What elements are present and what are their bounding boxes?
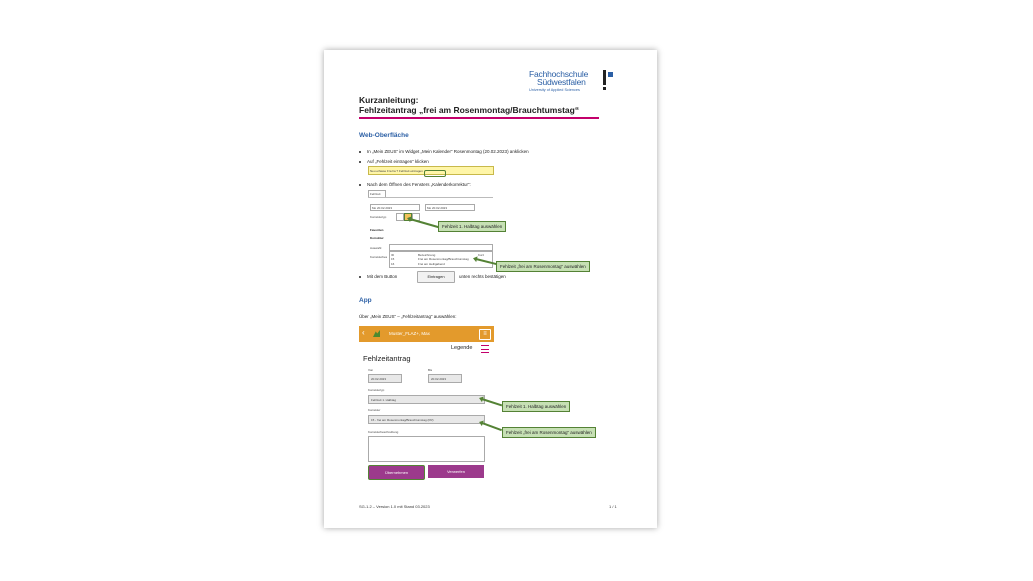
korrekturbeschreibung-textarea[interactable] (368, 436, 485, 462)
callout-app-halbtag: Fehlzeit 1. Halbtag auswählen (502, 401, 570, 412)
callout-web-rosenmontag: Fehlzeit „frei am Rosenmontag“ auswählen (496, 261, 590, 272)
korrekturtyp-select[interactable]: Fehlzeit 1. Halbtag (368, 395, 485, 404)
korrektur-dropdown-list[interactable]: ID Bezeichnung Kurz 15 Frei am Rosenmontag/Brauchtumstag 16 Frei am Heiligabend (389, 251, 493, 268)
web-bullet-1: In „Mein ZEUS“ im Widget „Mein Kalender“ Rosenmontag (20.02.2023) anklicken (359, 149, 529, 154)
app-header-bar (359, 326, 494, 342)
korrektur-select[interactable] (389, 244, 493, 251)
title-underline (359, 117, 599, 119)
fehlzeit-eintragen-link[interactable]: Fehlzeit eintragen (399, 168, 423, 173)
verwerfen-button[interactable]: Verwerfen (428, 465, 484, 478)
page-title-line2: Fehlzeitantrag „frei am Rosenmontag/Brauchtumstag“ (359, 105, 580, 115)
legende-menu-icon[interactable] (481, 345, 489, 353)
section-app: App (359, 297, 372, 304)
arrow-web-halbtag (410, 218, 439, 228)
menu-icon[interactable]: ≡ (479, 329, 491, 340)
to-date-field[interactable]: Mo 20.02.2023 (425, 204, 475, 211)
callout-app-rosenmontag: Fehlzeit „frei am Rosenmontag“ auswählen (502, 427, 596, 438)
tab-fehlzeit[interactable]: Fehlzeit (368, 190, 386, 198)
logo-exclamation-icon (603, 70, 606, 85)
option-heiligabend[interactable]: Frei am Heiligabend (418, 261, 445, 266)
divider (368, 197, 493, 198)
app-intro: Über „Mein ZEUS“ – „Fehlzeitantrag“ auswählen: (359, 314, 457, 319)
web-bullet-4-post: unten rechts bestätigen (459, 274, 506, 279)
korrektur-app-label: Korrektur (368, 408, 381, 412)
web-bullet-2: Auf „Fehlzeit eintragen“ klicken (359, 159, 429, 164)
logo-square-icon (608, 72, 613, 77)
footer-version: SG-1.2 – Version 1.0 mit Stand 03.2023 (359, 504, 430, 509)
legende-link[interactable]: Legende (451, 345, 473, 351)
korrekturtyp-label: Korrekturtyp (370, 215, 387, 219)
highlight-ring (424, 170, 446, 177)
logo-subtitle: University of Applied Sciences (529, 88, 580, 92)
uebernehmen-button[interactable]: Übernehmen (368, 465, 425, 480)
arrow-app-rosenmontag (482, 422, 502, 431)
logo-text: Fachhochschule Südwestfalen (529, 69, 589, 87)
app-form-title: Fehlzeitantrag (363, 354, 411, 363)
korrekturbeschreibung-label: Korrekturbeschreibung (368, 430, 399, 434)
option-rosenmontag[interactable]: Frei am Rosenmontag/Brauchtumstag (418, 257, 469, 261)
von-label: Von (368, 368, 374, 372)
fehlzeit-eintragen-row: Neu erfasse Fra ha ? Fehlzeit eintragen (368, 166, 494, 175)
korrektur-label: Korrektur (370, 236, 384, 240)
app-logo-icon (373, 330, 380, 337)
callout-web-halbtag: Fehlzeit 1. Halbtag auswählen (438, 221, 506, 232)
type-option-full[interactable] (396, 213, 404, 221)
korrbes-label: Korrekturbes (370, 255, 388, 259)
web-bullet-4: Mit dem Button (359, 274, 397, 279)
bis-label: Bis (428, 368, 433, 372)
document-page (324, 50, 657, 528)
korrektur-app-select[interactable]: 15 - frei am Rosenmontag/Brauchtumstag (frR) (368, 415, 485, 424)
von-date-field[interactable]: 20.02.2023 (368, 374, 402, 383)
bis-date-field[interactable]: 20.02.2023 (428, 374, 462, 383)
favoriten-label: Favoriten (370, 228, 384, 232)
eintragen-button[interactable]: Eintragen (417, 271, 455, 283)
web-bullet-3: Nach dem Öffnen des Fensters „Kalenderkorrektur“: (359, 182, 471, 187)
korrekturtyp-app-label: Korrekturtyp (368, 388, 385, 392)
from-date-field[interactable]: Mo 20.02.2023 (370, 204, 420, 211)
footer-page-number: 1 / 1 (609, 504, 617, 509)
app-user-name: Muster_FLAZ+, Max (389, 331, 430, 336)
auswahl-label: Auswahl (370, 246, 382, 250)
back-chevron-icon[interactable]: ‹ (362, 328, 365, 337)
section-web: Web-Oberfläche (359, 132, 409, 139)
logo-dot-icon (603, 87, 606, 90)
page-title-line1: Kurzanleitung: (359, 95, 419, 105)
